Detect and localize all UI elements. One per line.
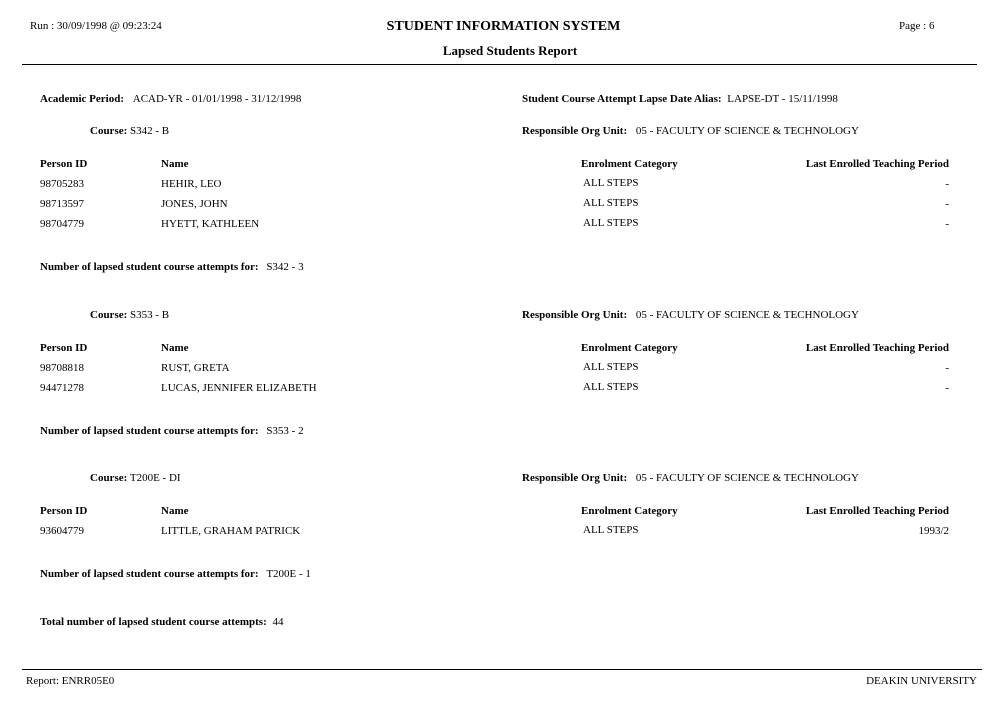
total-label: Total number of lapsed student course attempts:	[40, 616, 267, 628]
last-enrolled-period: -	[945, 382, 949, 394]
count-value: S353 - 2	[266, 425, 304, 437]
academic-period-value: ACAD-YR - 01/01/1998 - 31/12/1998	[132, 93, 302, 105]
last-enrolled-period: -	[945, 362, 949, 374]
course-code: T200E - DI	[129, 472, 181, 484]
org-unit-value: 05 - FACULTY OF SCIENCE & TECHNOLOGY	[635, 309, 859, 321]
report-id	[26, 675, 114, 687]
student-name: HYETT, KATHLEEN	[161, 218, 260, 230]
col-enrolment-category: Enrolment Category	[581, 158, 678, 170]
course-code: S353 - B	[130, 309, 170, 321]
org-unit-value: 05 - FACULTY OF SCIENCE & TECHNOLOGY	[635, 125, 859, 137]
person-id: 98704779	[40, 218, 84, 230]
page-label: Page :	[899, 20, 927, 32]
total-value: 44	[272, 616, 284, 628]
col-name: Name	[161, 158, 189, 170]
report-subtitle: Lapsed Students Report	[442, 43, 578, 58]
person-id: 98705283	[40, 178, 84, 190]
count-label: Number of lapsed student course attempts for:	[40, 261, 259, 273]
org-unit-label: Responsible Org Unit:	[522, 472, 628, 484]
student-name: JONES, JOHN	[161, 198, 228, 210]
col-last-enrolled: Last Enrolled Teaching Period	[805, 505, 949, 517]
enrolment-category: ALL STEPS	[583, 197, 639, 209]
enrolment-category: ALL STEPS	[583, 524, 639, 536]
total-count	[40, 616, 283, 628]
last-enrolled-period: 1993/2	[918, 525, 949, 537]
course-count	[40, 261, 304, 273]
course-label: Course:	[90, 309, 128, 321]
org-unit-label: Responsible Org Unit:	[522, 125, 628, 137]
student-name: LITTLE, GRAHAM PATRICK	[161, 525, 301, 537]
count-value: T200E - 1	[266, 568, 311, 580]
org-unit	[522, 125, 859, 137]
page-info	[899, 20, 934, 32]
report-title: STUDENT INFORMATION SYSTEM	[386, 19, 621, 34]
col-person-id: Person ID	[40, 505, 88, 517]
org-unit-label: Responsible Org Unit:	[522, 309, 628, 321]
course-count	[40, 425, 304, 437]
course-heading	[90, 309, 169, 321]
enrolment-category: ALL STEPS	[583, 361, 639, 373]
course-count	[40, 568, 311, 580]
lapse-alias-label: Student Course Attempt Lapse Date Alias:	[522, 93, 722, 105]
academic-period-label: Academic Period:	[40, 93, 124, 105]
academic-period	[40, 93, 301, 105]
page-number: 6	[928, 20, 935, 32]
student-name: RUST, GRETA	[161, 362, 230, 374]
col-enrolment-category: Enrolment Category	[581, 505, 678, 517]
count-label: Number of lapsed student course attempts for:	[40, 425, 259, 437]
col-person-id: Person ID	[40, 342, 88, 354]
enrolment-category: ALL STEPS	[583, 381, 639, 393]
lapse-date-alias	[522, 93, 838, 105]
course-code: S342 - B	[130, 125, 170, 137]
col-person-id: Person ID	[40, 158, 88, 170]
org-unit	[522, 309, 859, 321]
org-unit	[522, 472, 859, 484]
header-divider	[22, 64, 977, 65]
col-enrolment-category: Enrolment Category	[581, 342, 678, 354]
course-heading	[90, 125, 169, 137]
report-label: Report:	[26, 675, 59, 687]
run-label: Run :	[30, 20, 55, 32]
col-name: Name	[161, 505, 189, 517]
col-last-enrolled: Last Enrolled Teaching Period	[805, 342, 949, 354]
student-name: LUCAS, JENNIFER ELIZABETH	[161, 382, 317, 394]
org-unit-value: 05 - FACULTY OF SCIENCE & TECHNOLOGY	[635, 472, 859, 484]
col-last-enrolled: Last Enrolled Teaching Period	[805, 158, 949, 170]
last-enrolled-period: -	[945, 198, 949, 210]
lapse-alias-value: LAPSE-DT - 15/11/1998	[727, 93, 838, 105]
person-id: 98713597	[40, 198, 84, 210]
course-label: Course:	[90, 472, 128, 484]
report-code: ENRR05E0	[61, 675, 115, 687]
enrolment-category: ALL STEPS	[583, 217, 639, 229]
person-id: 94471278	[40, 382, 84, 394]
course-heading	[90, 472, 181, 484]
last-enrolled-period: -	[945, 218, 949, 230]
course-label: Course:	[90, 125, 128, 137]
enrolment-category: ALL STEPS	[583, 177, 639, 189]
count-value: S342 - 3	[266, 261, 304, 273]
footer-divider	[22, 669, 982, 670]
person-id: 98708818	[40, 362, 84, 374]
student-name: HEHIR, LEO	[161, 178, 222, 190]
institution-name: DEAKIN UNIVERSITY	[866, 675, 977, 687]
col-name: Name	[161, 342, 189, 354]
run-value: 30/09/1998 @ 09:23:24	[56, 20, 162, 32]
count-label: Number of lapsed student course attempts for:	[40, 568, 259, 580]
person-id: 93604779	[40, 525, 84, 537]
last-enrolled-period: -	[945, 178, 949, 190]
